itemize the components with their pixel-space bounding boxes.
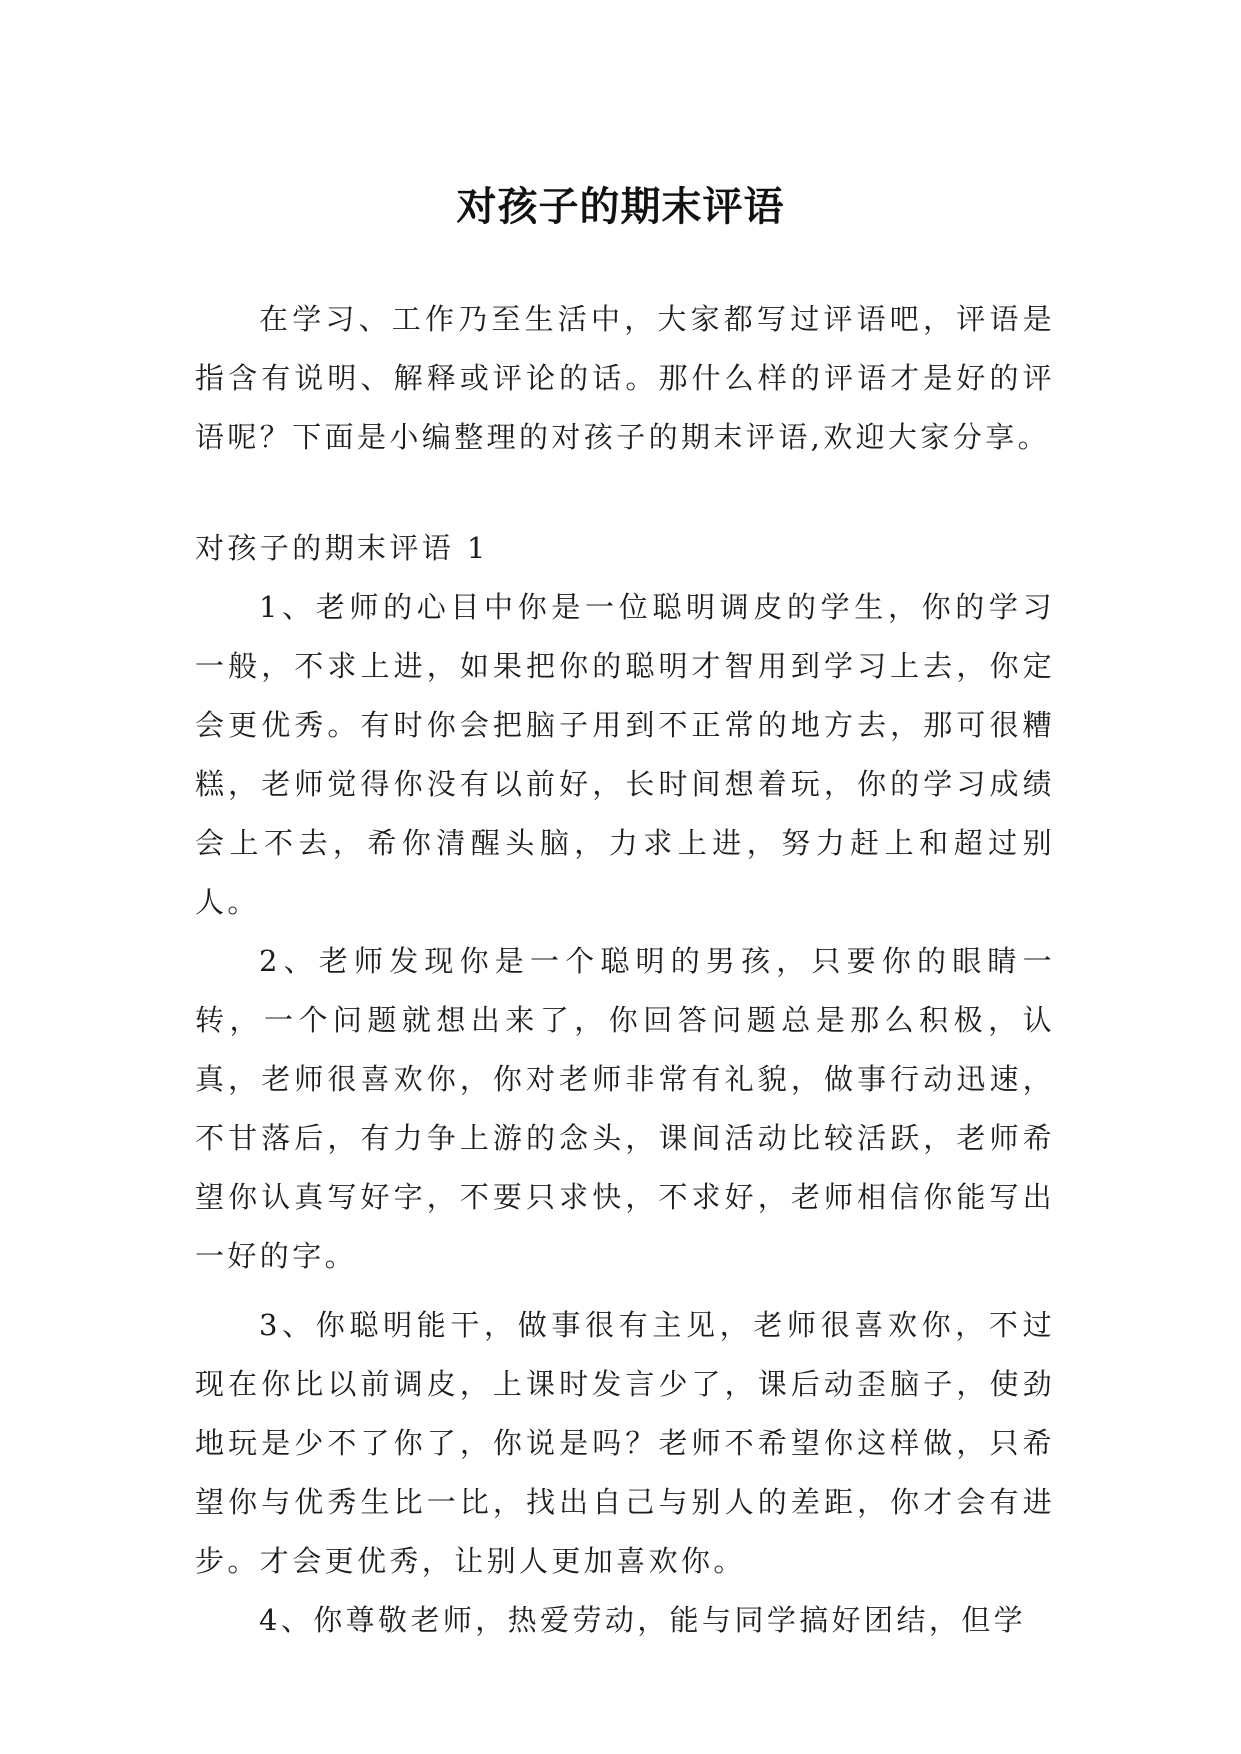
comment-item-2: 2、老师发现你是一个聪明的男孩，只要你的眼睛一转，一个问题就想出来了，你回答问题总是那么积极，认真，老师很喜欢你，你对老师非常有礼貌，做事行动迅速，不甘落后，有力争上游的念头，课间活动比较活跃，老师希望你认真写好字，不要只求快，不求好，老师相信你能写出一好的字。 [195, 944, 1055, 1273]
comment-item-1: 1、老师的心目中你是一位聪明调皮的学生，你的学习一般，不求上进，如果把你的聪明才智用到学习上去，你定会更优秀。有时你会把脑子用到不正常的地方去，那可很糟糕，老师觉得你没有以前好，长时间想着玩，你的学习成绩会上不去，希你清醒头脑，力求上进，努力赶上和超过别人。 [195, 590, 1055, 919]
comment-item-3: 3、你聪明能干，做事很有主见，老师很喜欢你，不过现在你比以前调皮，上课时发言少了，课后动歪脑子，使劲地玩是少不了你了，你说是吗？老师不希望你这样做，只希望你与优秀生比一比，找出自己与别人的差距，你才会有进步。才会更优秀，让别人更加喜欢你。 [195, 1308, 1055, 1578]
intro-paragraph: 在学习、工作乃至生活中，大家都写过评语吧，评语是指含有说明、解释或评论的话。那什么样的评语才是好的评语呢？下面是小编整理的对孩子的期末评语,欢迎大家分享。 [195, 302, 1055, 454]
document-body [195, 290, 1055, 1650]
comment-item-4: 4、你尊敬老师，热爱劳动，能与同学搞好团结，但学 [259, 1603, 1027, 1637]
document-title: 对孩子的期末评语 [456, 182, 785, 230]
section-heading: 对孩子的期末评语 1 [195, 531, 489, 565]
